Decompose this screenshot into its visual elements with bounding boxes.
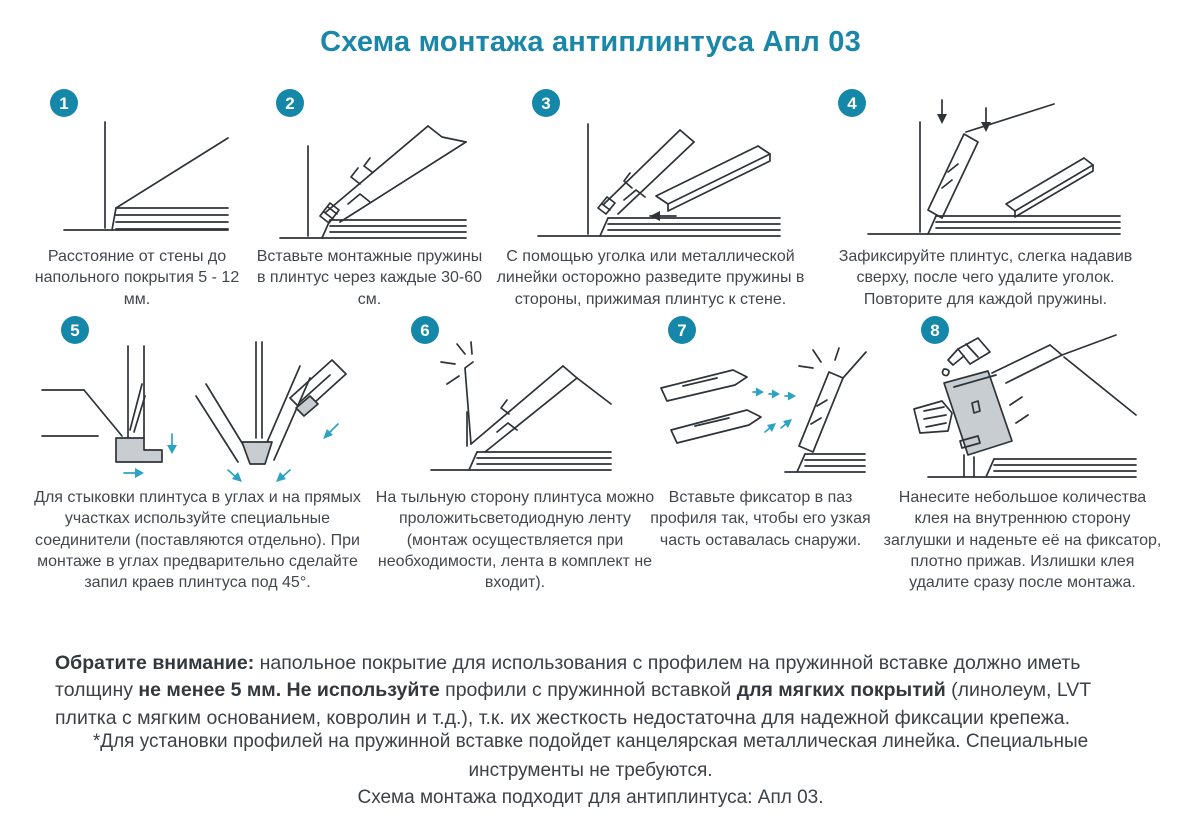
footnote: [0, 727, 1181, 786]
step-5-illustration: [38, 340, 358, 482]
step-3-illustration: [528, 104, 788, 246]
floor-covering-stack: [600, 218, 780, 236]
step-5-caption: Для стыковки плинтуса в углах и на прямых участках используйте специальные соединители (поставляются отдельно). При монтаже в углах предварительно сделайте запил краев плинтуса под 45°.: [34, 489, 361, 592]
insert-arrows-icon: [753, 388, 796, 433]
plinth-profile: [604, 130, 694, 214]
step-7: [648, 315, 873, 620]
corner-connector: [242, 442, 272, 464]
down-left-arrow-icon: [323, 424, 338, 439]
step-4-number-badge: 4: [838, 89, 866, 117]
floor-covering-stack: [322, 220, 466, 238]
attention-note-bold-lead: Обратите внимание:: [55, 651, 255, 674]
floor-covering-stack: [928, 455, 1136, 477]
step-1-illustration: [56, 118, 238, 242]
step-7-illustration: [653, 340, 868, 482]
plinth-profile: [992, 335, 1136, 423]
fixator-wedge-bottom: [671, 410, 761, 443]
step-7-number-badge: 7: [668, 316, 696, 344]
floor-covering-stack: [785, 454, 865, 472]
floor-covering-stack: [928, 216, 1120, 234]
step-1-caption: Расстояние от стены до напольного покрытия 5 - 12 мм.: [34, 248, 240, 308]
step-6-illustration: [415, 340, 615, 482]
down-right-arrow-icon: [228, 470, 242, 482]
step-5: [30, 315, 365, 620]
step-6: [370, 315, 660, 620]
step-8-illustration: [898, 333, 1143, 483]
step-6-number-badge: 6: [411, 316, 439, 344]
step-1-number-badge: 1: [50, 89, 78, 117]
step-2-caption: Вставьте монтажные пружины в плинтус через каждые 30-60 см.: [256, 248, 483, 308]
fixator-wedge-top: [661, 370, 747, 401]
page-title: Схема монтажа антиплинтуса Апл 03: [320, 26, 861, 58]
metal-ruler: [656, 146, 770, 211]
led-light-rays: [441, 342, 472, 384]
tilted-plank-line: [116, 138, 228, 208]
straight-connector-drawing: [42, 346, 177, 478]
attention-note-text: профили с пружинной вставкой: [439, 679, 737, 702]
attention-note-bold: не менее 5 мм. Не используйте: [138, 679, 440, 702]
step-4: [818, 88, 1153, 308]
attention-note-text: напольное покрытие для использования с профилем на пружинной вставке должно иметь толщину: [55, 651, 1081, 702]
step-1: [28, 88, 246, 308]
compatibility-line: Схема монтажа подходит для антиплинтуса: Апл 03.: [357, 787, 824, 808]
end-cap: [944, 371, 1012, 455]
attention-note-bold: для мягких покрытий: [736, 679, 946, 702]
step-3-caption: С помощью уголка или металлической линейки осторожно разведите пружины в стороны, прижимая плинтус к стене.: [496, 248, 805, 308]
hand-icon: [914, 401, 952, 433]
step-8-caption: Нанесите небольшое количества клея на внутреннюю сторону заглушки и наденьте её на фиксатор, плотно прижав. Излишки клея удалите сразу после монтажа.: [883, 489, 1162, 592]
footnote-text: *Для установки профилей на пружинной вставке подойдет канцелярская металлическая линейка. Специальные инструменты не требуются.: [92, 731, 1089, 782]
step-4-caption: Зафиксируйте плинтус, слегка надавив сверху, после чего удалите уголок. Повторите для каждой пружины.: [838, 248, 1133, 308]
corner-connector: [116, 438, 162, 462]
step-2-illustration: [276, 104, 472, 246]
right-arrow-icon: [124, 468, 144, 478]
plinth-profile: [326, 126, 466, 222]
led-light-rays: [799, 348, 839, 368]
removed-ruler: [1006, 158, 1093, 217]
step-8-number-badge: 8: [921, 316, 949, 344]
step-2: [252, 88, 487, 308]
corner-joint-drawing: [196, 342, 346, 482]
step-6-caption: На тыльную сторону плинтуса можно проложитьсветодиодную ленту (монтаж осуществляется при необходимости, лента в комплект не входит).: [375, 489, 655, 592]
attention-note: [55, 650, 1133, 733]
plinth-profile-fixed: [928, 104, 1054, 218]
mounting-spring: [598, 197, 615, 214]
down-left-arrow-icon: [276, 470, 290, 482]
floor-covering-stack: [469, 452, 611, 470]
attention-note-text: (линолеум, LVT плитка с мягким основанием, ковролин и т.д.), т.к. их жесткость недостаточна для надежной фиксации крепежа.: [55, 679, 1091, 729]
glue-bottle-icon: [943, 338, 991, 376]
step-4-illustration: [858, 92, 1128, 244]
step-5-number-badge: 5: [61, 316, 89, 344]
step-7-caption: Вставьте фиксатор в паз профиля так, чтобы его узкая часть оставалась снаружи.: [650, 489, 871, 549]
floor-covering-stack: [112, 208, 228, 230]
step-3: [488, 88, 813, 308]
step-8: [880, 315, 1165, 625]
down-arrow-icon: [167, 434, 177, 454]
left-arrow-icon: [650, 211, 676, 221]
step-2-number-badge: 2: [276, 89, 304, 117]
step-3-number-badge: 3: [532, 89, 560, 117]
plinth-profile: [465, 362, 611, 452]
